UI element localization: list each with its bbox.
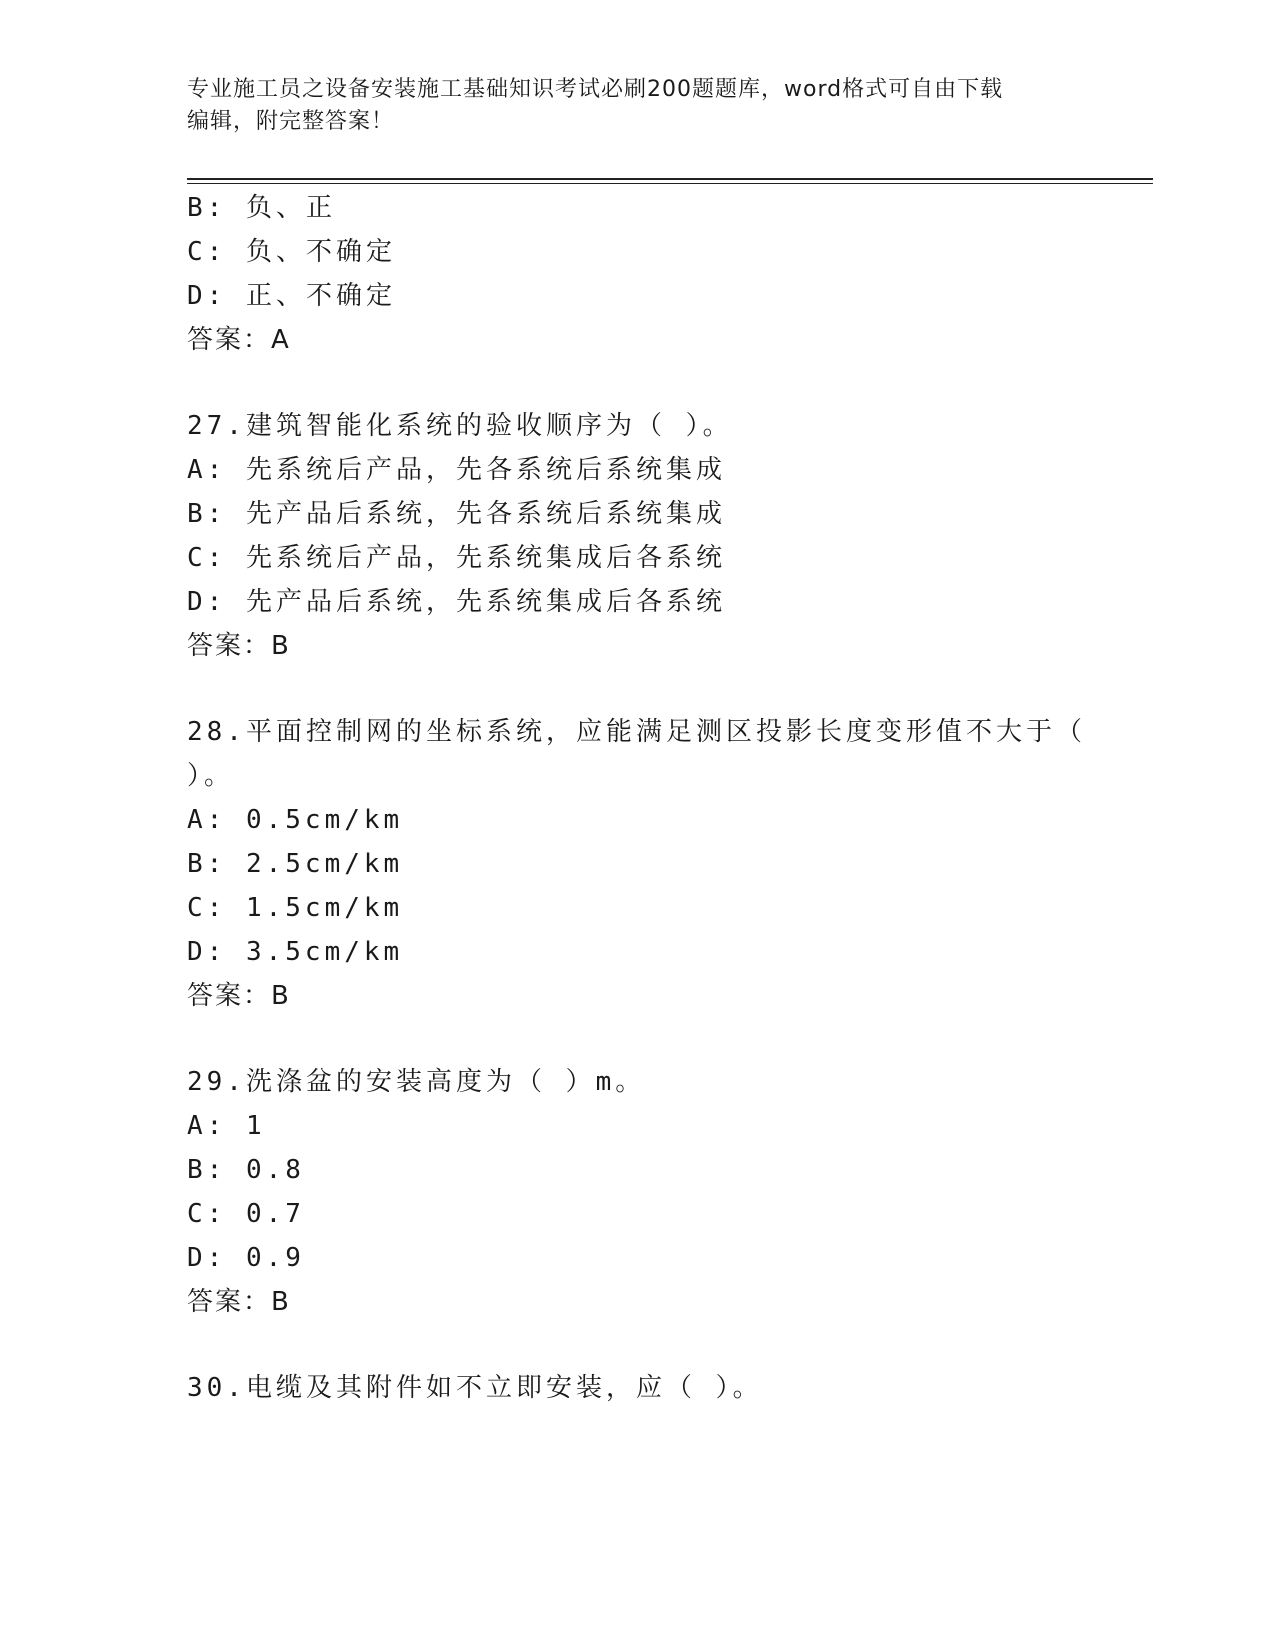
q27-stem: 27.建筑智能化系统的验收顺序为（ ）。 (187, 411, 733, 441)
q27-option-d: D: 先产品后系统，先系统集成后各系统 (187, 587, 726, 617)
q29-answer: 答案：B (187, 1287, 291, 1317)
q28-answer: 答案：B (187, 981, 291, 1011)
header-divider-thin (187, 183, 1153, 184)
q27-option-c: C: 先系统后产品，先系统集成后各系统 (187, 543, 726, 573)
q29-option-a: A: 1 (187, 1111, 266, 1141)
q26-option-b: B: 负、正 (187, 193, 336, 223)
q26-option-c: C: 负、不确定 (187, 237, 396, 267)
header-title-line-1: 专业施工员之设备安装施工基础知识考试必刷200题题库，word格式可自由下载 (187, 77, 1004, 102)
q29-stem: 29.洗涤盆的安装高度为（ ）m。 (187, 1067, 646, 1097)
q26-answer: 答案：A (187, 325, 291, 355)
q26-option-d: D: 正、不确定 (187, 281, 396, 311)
q29-option-c: C: 0.7 (187, 1199, 305, 1229)
q30-stem: 30.电缆及其附件如不立即安装，应（ ）。 (187, 1373, 763, 1403)
header-divider-thick (187, 178, 1153, 180)
q29-option-b: B: 0.8 (187, 1155, 305, 1185)
document-header (187, 74, 1067, 138)
q28-option-b: B: 2.5cm/km (187, 849, 404, 879)
q29-option-d: D: 0.9 (187, 1243, 305, 1273)
q28-option-a: A: 0.5cm/km (187, 805, 404, 835)
q28-stem-line-1: 28.平面控制网的坐标系统，应能满足测区投影长度变形值不大于（ (187, 717, 1086, 747)
q27-answer: 答案：B (187, 631, 291, 661)
q28-option-c: C: 1.5cm/km (187, 893, 404, 923)
q27-option-a: A: 先系统后产品，先各系统后系统集成 (187, 455, 726, 485)
header-title-line-2: 编辑，附完整答案！ (187, 109, 395, 134)
q27-option-b: B: 先产品后系统，先各系统后系统集成 (187, 499, 726, 529)
q28-stem-line-2: ）。 (187, 761, 235, 791)
q28-option-d: D: 3.5cm/km (187, 937, 404, 967)
